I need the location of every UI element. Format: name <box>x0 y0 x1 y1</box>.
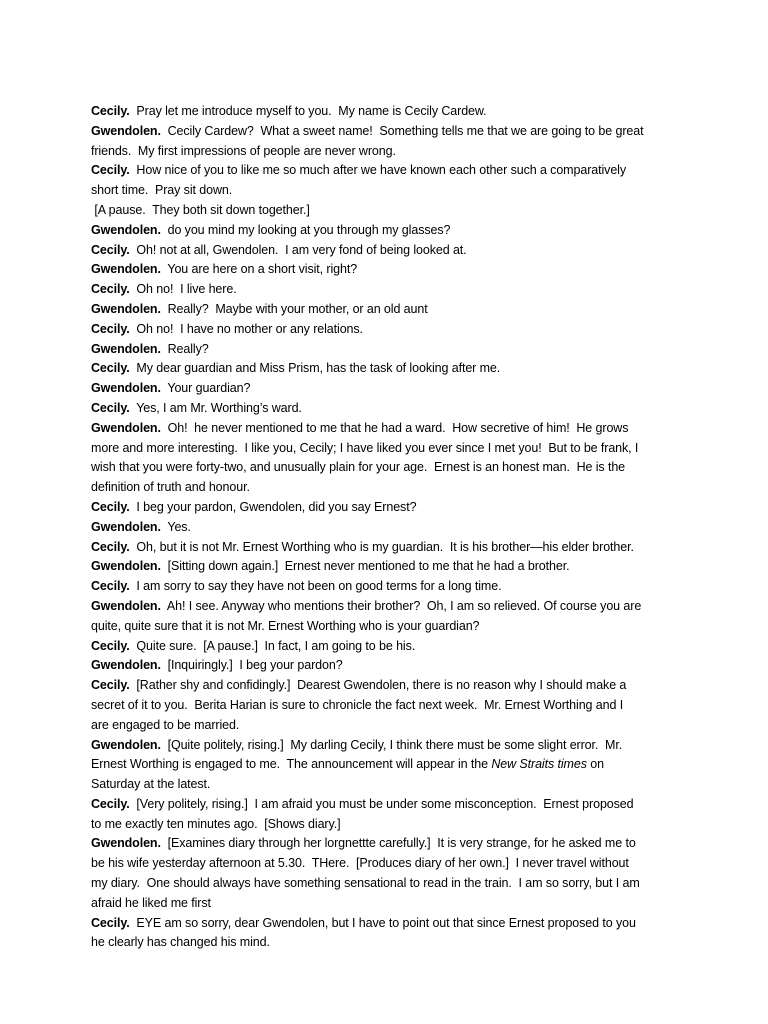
script-line <box>91 241 683 261</box>
speaker-name: Cecily. <box>91 163 130 178</box>
script-line <box>91 181 683 201</box>
dialogue-text: secret of it to you. Berita Harian is sure to chronicle the fact next week. Mr. Ernest Worthing and I <box>91 697 624 712</box>
script-line <box>91 696 683 716</box>
speaker-name: Gwendolen. <box>91 737 161 752</box>
script-line <box>91 161 683 181</box>
dialogue-text: [Inquiringly.] I beg your pardon? <box>160 658 343 673</box>
script-line <box>91 538 683 558</box>
dialogue-text: I am sorry to say they have not been on good terms for a long time. <box>129 579 502 594</box>
script-line <box>91 359 683 379</box>
dialogue-text: Oh, but it is not Mr. Ernest Worthing who is my guardian. It is his brother—his elder brother. <box>129 539 634 554</box>
script-line <box>91 439 683 459</box>
dialogue-text: definition of truth and honour. <box>91 480 250 495</box>
speaker-name: Cecily. <box>91 400 130 415</box>
dialogue-text: my diary. One should always have something sensational to read in the train. I am so sorry, but I am <box>91 876 640 891</box>
script-line <box>91 260 683 280</box>
dialogue-text: Oh no! I live here. <box>129 282 237 297</box>
dialogue-text: Ah! I see. Anyway who mentions their brother? Oh, I am so relieved. Of course you are <box>160 598 642 613</box>
speaker-name: Gwendolen. <box>91 222 161 237</box>
script-line <box>91 102 683 122</box>
script-line <box>91 340 683 360</box>
dialogue-text: [A pause. They both sit down together.] <box>91 202 310 217</box>
dialogue-text: Oh! he never mentioned to me that he had a ward. How secretive of him! He grows <box>160 420 629 435</box>
dialogue-text: [Rather shy and confidingly.] Dearest Gwendolen, there is no reason why I should make a <box>129 678 627 693</box>
script-line <box>91 894 683 914</box>
script-line <box>91 716 683 736</box>
dialogue-text: Cecily Cardew? What a sweet name! Something tells me that we are going to be great <box>160 123 644 138</box>
script-line <box>91 478 683 498</box>
speaker-name: Cecily. <box>91 282 130 297</box>
script-line <box>91 557 683 577</box>
script-line <box>91 419 683 439</box>
speaker-name: Cecily. <box>91 361 130 376</box>
script-line <box>91 201 683 221</box>
speaker-name: Cecily. <box>91 499 130 514</box>
script-line <box>91 815 683 835</box>
dialogue-text: EYE am so sorry, dear Gwendolen, but I have to point out that since Ernest proposed to you <box>129 915 636 930</box>
italic-title: New Straits times <box>491 757 587 772</box>
script-line <box>91 775 683 795</box>
dialogue-text: he clearly has changed his mind. <box>91 935 270 950</box>
speaker-name: Gwendolen. <box>91 559 161 574</box>
script-line <box>91 280 683 300</box>
dialogue-text: How nice of you to like me so much after we have known each other such a comparatively <box>129 163 626 178</box>
script-line <box>91 874 683 894</box>
dialogue-text: more and more interesting. I like you, Cecily; I have liked you ever since I met you! But to be frank, I <box>91 440 639 455</box>
speaker-name: Gwendolen. <box>91 658 161 673</box>
script-line <box>91 854 683 874</box>
speaker-name: Cecily. <box>91 579 130 594</box>
speaker-name: Cecily. <box>91 242 130 257</box>
dialogue-text: My dear guardian and Miss Prism, has the task of looking after me. <box>129 361 501 376</box>
speaker-name: Cecily. <box>91 915 130 930</box>
script-line <box>91 834 683 854</box>
speaker-name: Cecily. <box>91 678 130 693</box>
dialogue-text: friends. My first impressions of people are never wrong. <box>91 143 396 158</box>
script-line <box>91 736 683 756</box>
script-line <box>91 379 683 399</box>
script-line <box>91 320 683 340</box>
speaker-name: Gwendolen. <box>91 301 161 316</box>
speaker-name: Gwendolen. <box>91 598 161 613</box>
script-line <box>91 458 683 478</box>
dialogue-text: Oh no! I have no mother or any relations. <box>129 321 363 336</box>
speaker-name: Cecily. <box>91 796 130 811</box>
dialogue-text: Yes, I am Mr. Worthing’s ward. <box>129 400 302 415</box>
script-line <box>91 577 683 597</box>
dialogue-text: Really? Maybe with your mother, or an old aunt <box>160 301 428 316</box>
script-line <box>91 795 683 815</box>
dialogue-text: quite, quite sure that it is not Mr. Ernest Worthing who is your guardian? <box>91 618 480 633</box>
script-page <box>91 102 683 953</box>
dialogue-text: [Examines diary through her lorgnettte carefully.] It is very strange, for he asked me to <box>160 836 636 851</box>
script-line <box>91 498 683 518</box>
script-line <box>91 617 683 637</box>
dialogue-text: Yes. <box>160 519 191 534</box>
speaker-name: Gwendolen. <box>91 836 161 851</box>
dialogue-text: [Quite politely, rising.] My darling Cecily, I think there must be some slight error. Mr. <box>160 737 623 752</box>
script-line <box>91 221 683 241</box>
dialogue-text: wish that you were forty-two, and unusually plain for your age. Ernest is an honest man. He is the <box>91 460 626 475</box>
script-line <box>91 300 683 320</box>
speaker-name: Cecily. <box>91 321 130 336</box>
speaker-name: Gwendolen. <box>91 420 161 435</box>
script-line <box>91 676 683 696</box>
speaker-name: Cecily. <box>91 539 130 554</box>
dialogue-text: to me exactly ten minutes ago. [Shows diary.] <box>91 816 341 831</box>
dialogue-text: short time. Pray sit down. <box>91 183 233 198</box>
speaker-name: Gwendolen. <box>91 519 161 534</box>
speaker-name: Gwendolen. <box>91 262 161 277</box>
script-line <box>91 122 683 142</box>
dialogue-text: Ernest Worthing is engaged to me. The announcement will appear in the <box>91 757 492 772</box>
dialogue-text: Saturday at the latest. <box>91 777 211 792</box>
dialogue-text: Really? <box>160 341 209 356</box>
dialogue-text: [Very politely, rising.] I am afraid you must be under some misconception. Ernest proposed <box>129 796 634 811</box>
dialogue-text: on <box>586 757 604 772</box>
speaker-name: Gwendolen. <box>91 381 161 396</box>
script-line <box>91 656 683 676</box>
script-line <box>91 597 683 617</box>
dialogue-text: are engaged to be married. <box>91 717 240 732</box>
dialogue-text: Quite sure. [A pause.] In fact, I am going to be his. <box>129 638 416 653</box>
speaker-name: Cecily. <box>91 104 130 118</box>
script-line <box>91 142 683 162</box>
script-line <box>91 518 683 538</box>
script-line <box>91 914 683 934</box>
dialogue-text: [Sitting down again.] Ernest never mentioned to me that he had a brother. <box>160 559 570 574</box>
dialogue-text: Your guardian? <box>160 381 251 396</box>
dialogue-text: You are here on a short visit, right? <box>160 262 358 277</box>
dialogue-text: be his wife yesterday afternoon at 5.30. THere. [Produces diary of her own.] I never travel without <box>91 856 629 871</box>
speaker-name: Gwendolen. <box>91 341 161 356</box>
speaker-name: Cecily. <box>91 638 130 653</box>
script-line <box>91 637 683 657</box>
speaker-name: Gwendolen. <box>91 123 161 138</box>
dialogue-text: afraid he liked me first <box>91 895 211 910</box>
dialogue-text: do you mind my looking at you through my glasses? <box>160 222 451 237</box>
dialogue-text: Pray let me introduce myself to you. My name is Cecily Cardew. <box>129 104 487 118</box>
script-line <box>91 399 683 419</box>
dialogue-text: I beg your pardon, Gwendolen, did you say Ernest? <box>129 499 417 514</box>
script-line <box>91 755 683 775</box>
dialogue-text: Oh! not at all, Gwendolen. I am very fond of being looked at. <box>129 242 467 257</box>
script-line <box>91 933 683 953</box>
